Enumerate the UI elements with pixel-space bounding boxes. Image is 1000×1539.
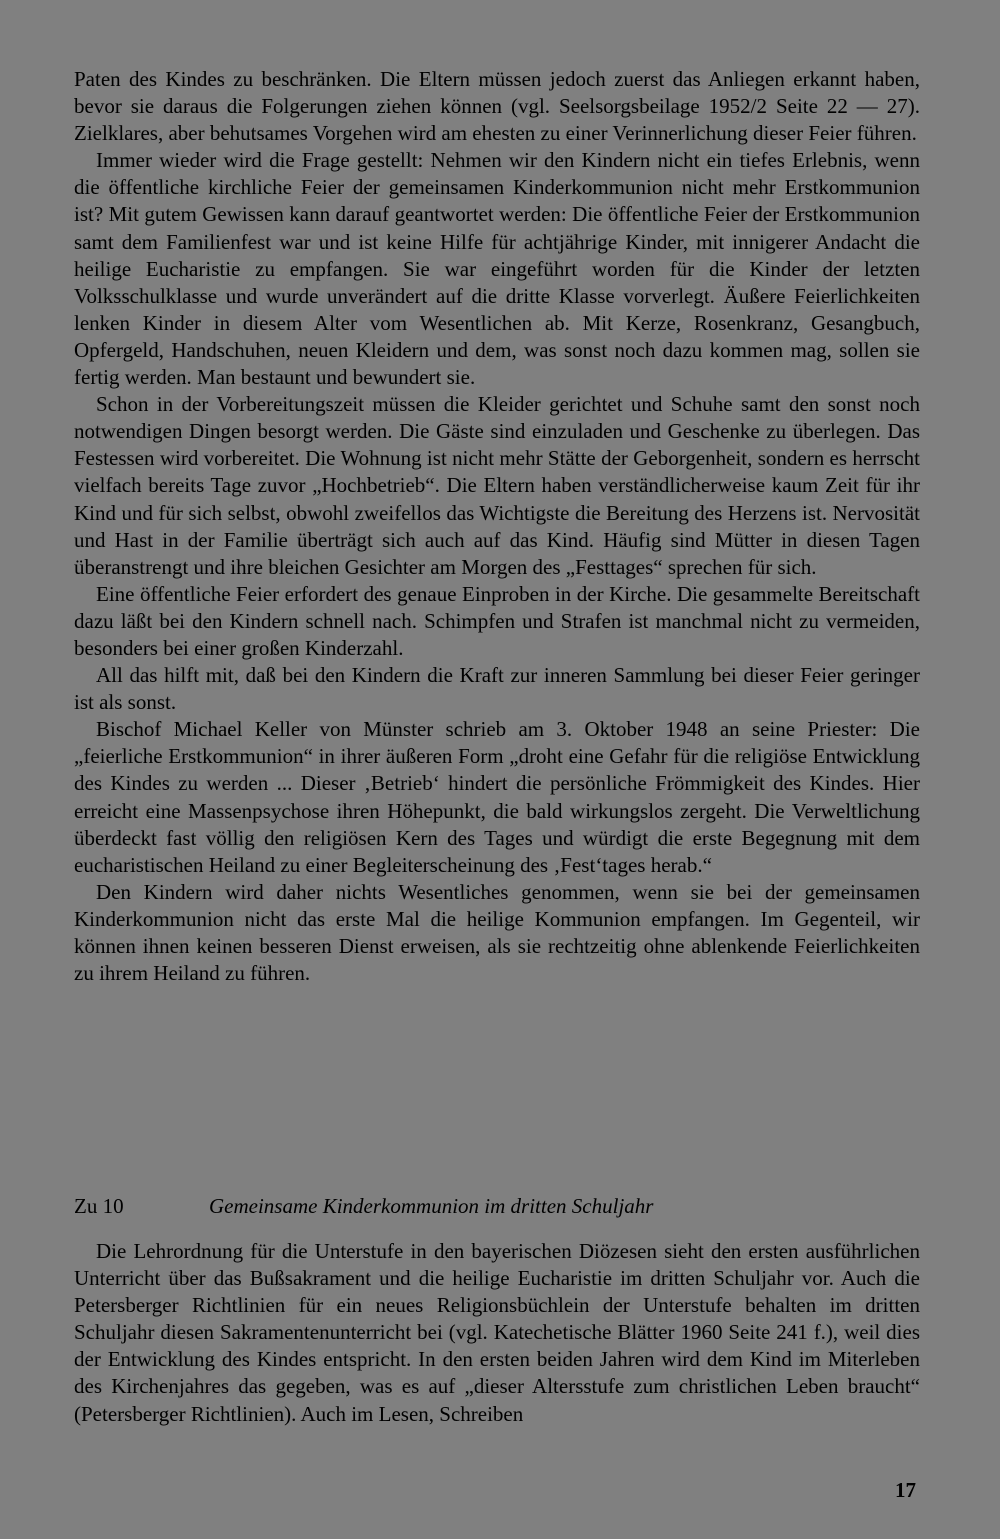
section-number: Zu 10 [74, 1194, 124, 1218]
section-title: Gemeinsame Kinderkommunion im dritten Schuljahr [209, 1194, 654, 1218]
body-text [74, 66, 920, 987]
paragraph: All das hilft mit, daß bei den Kindern die Kraft zur inneren Sammlung bei dieser Feier geringer ist als sonst. [74, 663, 920, 715]
paragraph: Die Lehrordnung für die Unterstufe in den bayerischen Diözesen sieht den ersten ausführlichen Unterricht über das Bußsakrament und die heilige Eucharistie im dritten Schuljahr vor. Auch die Petersberger Richtlinien für ein neues Religionsbüchlein der Unterstufe behalten im dritten Schuljahr diesen Sakramentenunterricht bei (vgl. Katechetische Blätter 1960 Seite 241 f.), weil dies der Entwicklung des Kindes entspricht. In den ersten beiden Jahren wird dem Kind im Miterleben des Kirchenjahres das gegeben, was es auf „dieser Altersstufe zum christlichen Leben braucht“ (Petersberger Richtlinien). Auch im Lesen, Schreiben [74, 1239, 920, 1426]
paragraph: Den Kindern wird daher nichts Wesentliches genommen, wenn sie bei der gemeinsamen Kinderkommunion nicht das erste Mal die heilige Kommunion empfangen. Im Gegenteil, wir können ihnen keinen besseren Dienst erweisen, als sie rechtzeitig ohne ablenkende Feierlichkeiten zu ihrem Heiland zu führen. [74, 879, 920, 986]
page-number: 17 [895, 1478, 916, 1502]
section-body-text [74, 1238, 920, 1428]
paragraph: Bischof Michael Keller von Münster schrieb am 3. Oktober 1948 an seine Priester: Die „feierliche Erstkommunion“ in ihrer äußeren Form „droht eine Gefahr für die religiöse Entwicklung des Kindes zu werden ... Dieser ‚Betrieb‘ hindert die persönliche Frömmigkeit des Kindes. Hier erreicht eine Massenpsychose ihren Höhepunkt, die bald wirkungslos zergeht. Die Verweltlichung überdeckt fast völlig den religiösen Kern des Tages und würdigt die erste Begegnung mit dem eucharistischen Heiland zu einer Begleiterscheinung des ‚Fest‘tages herab.“ [74, 717, 920, 877]
paragraph: Paten des Kindes zu beschränken. Die Eltern müssen jedoch zuerst das Anliegen erkannt haben, bevor sie daraus die Folgerungen ziehen können (vgl. Seelsorgsbeilage 1952/2 Seite 22 — 27). Zielklares, aber behutsames Vorgehen wird am ehesten zu einer Verinnerlichung dieser Feier führen. [74, 67, 920, 146]
section-heading [74, 1193, 920, 1220]
paragraph: Schon in der Vorbereitungszeit müssen die Kleider gerichtet und Schuhe samt den sonst noch notwendigen Dingen besorgt werden. Die Gäste sind einzuladen und Geschenke zu überlegen. Das Festessen wird vorbereitet. Die Wohnung ist nicht mehr Stätte der Geborgenheit, sondern es herrscht vielfach bereits Tage zuvor „Hochbetrieb“. Die Eltern haben verständlicherweise kaum Zeit für ihr Kind und für sich selbst, obwohl zweifellos das Wichtigste die Bereitung des Herzens ist. Nervosität und Hast in der Familie überträgt sich auch auf das Kind. Häufig sind Mütter in diesen Tagen überanstrengt und ihre bleichen Gesichter am Morgen des „Festtages“ sprechen für sich. [74, 392, 920, 579]
paragraph: Eine öffentliche Feier erfordert des genaue Einproben in der Kirche. Die gesammelte Bereitschaft dazu läßt bei den Kindern schnell nach. Schimpfen und Strafen ist manchmal nicht zu vermeiden, besonders bei einer großen Kinderzahl. [74, 581, 920, 660]
paragraph: Immer wieder wird die Frage gestellt: Nehmen wir den Kindern nicht ein tiefes Erlebnis, wenn die öffentliche kirchliche Feier der gemeinsamen Kinderkommunion nicht mehr Erstkommunion ist? Mit gutem Gewissen kann darauf geantwortet werden: Die öffentliche Feier der Erstkommunion samt dem Familienfest war und ist keine Hilfe für achtjährige Kinder, mit innigerer Andacht die heilige Eucharistie zu empfangen. Sie war eingeführt worden für die Kinder der letzten Volksschulklasse und wurde unverändert auf die dritte Klasse vorverlegt. Äußere Feierlichkeiten lenken Kinder in diesem Alter vom Wesentlichen ab. Mit Kerze, Rosenkranz, Gesangbuch, Opfergeld, Handschuhen, neuen Kleidern und dem, was sonst noch dazu kommen mag, sollen sie fertig werden. Man bestaunt und bewundert sie. [74, 148, 920, 390]
